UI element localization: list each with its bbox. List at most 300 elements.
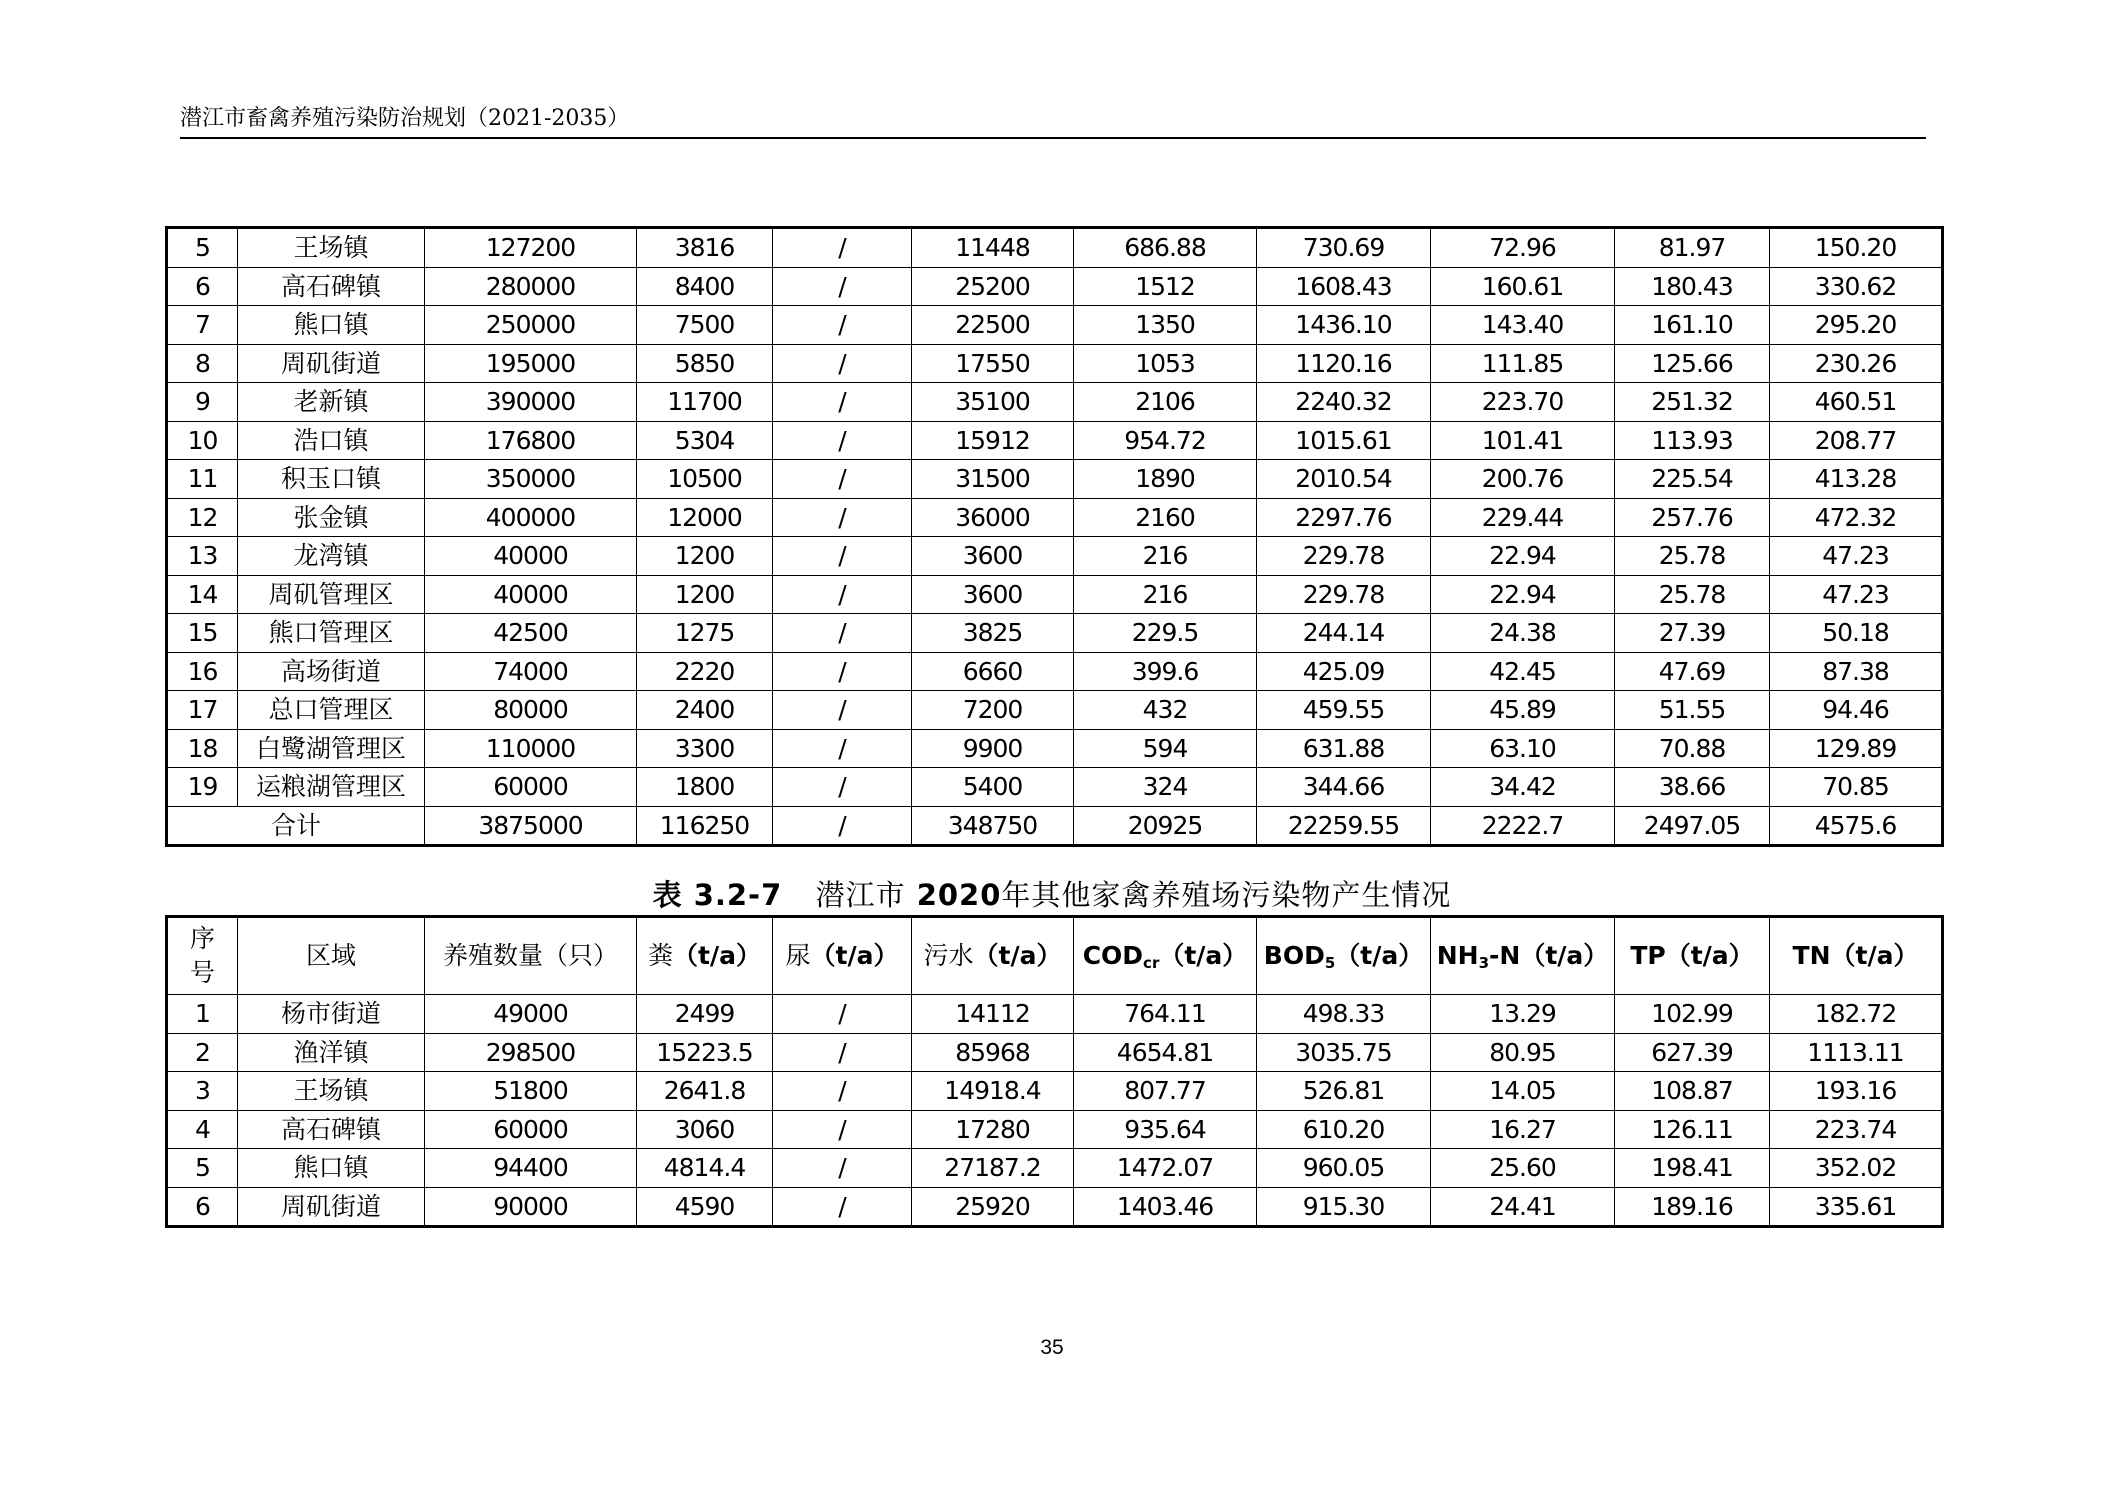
table-cell: 运粮湖管理区 [238,768,425,807]
table-cell: / [773,1187,912,1227]
table-cell: 周矶街道 [238,1187,425,1227]
table-cell: 31500 [912,460,1074,499]
table-cell: 16.27 [1431,1110,1615,1149]
table-cell: / [773,1033,912,1072]
table-cell: 10 [167,421,238,460]
table-cell: 3060 [637,1110,773,1149]
table-cell: 686.88 [1074,228,1257,268]
table-cell: / [773,498,912,537]
table-cell: 954.72 [1074,421,1257,460]
header-tn-unit: （t/a） [1830,941,1919,970]
header-bod-sub: 5 [1324,954,1336,972]
table-cell: 143.40 [1431,306,1615,345]
table-cell: 高场街道 [238,652,425,691]
table-cell: 74000 [425,652,637,691]
table-cell: 22.94 [1431,575,1615,614]
table-cell: 1015.61 [1257,421,1431,460]
table-cell: 225.54 [1615,460,1770,499]
table-cell: 25.78 [1615,537,1770,576]
table-cell: 298500 [425,1033,637,1072]
table-cell: 459.55 [1257,691,1431,730]
header-sewage-unit: （t/a） [973,941,1062,970]
table-cell: 1053 [1074,344,1257,383]
table-cell: 161.10 [1615,306,1770,345]
table-cell: / [773,383,912,422]
table-cell: 27.39 [1615,614,1770,653]
table-cell: 4590 [637,1187,773,1227]
table-cell: 2400 [637,691,773,730]
table-cell: 129.89 [1770,729,1943,768]
header-tn-label: TN [1792,941,1831,970]
table-cell: 116250 [637,806,773,846]
header-seq-line2: 号 [189,958,215,987]
table-cell: 7500 [637,306,773,345]
table-row [167,267,1943,306]
table-cell: 20925 [1074,806,1257,846]
table-cell: 1403.46 [1074,1187,1257,1227]
table-cell: 2497.05 [1615,806,1770,846]
table-cell: 1608.43 [1257,267,1431,306]
table-cell: 81.97 [1615,228,1770,268]
table-cell: 60000 [425,768,637,807]
table-cell: / [773,267,912,306]
header-seq-line1: 序 [189,924,215,953]
table-cell: 18 [167,729,238,768]
table-cell: 24.38 [1431,614,1615,653]
table-cell: 10500 [637,460,773,499]
table-cell: 189.16 [1615,1187,1770,1227]
table-cell: 25920 [912,1187,1074,1227]
header-area [238,917,425,995]
header-cod-label: COD [1082,941,1144,970]
table-cell: 1512 [1074,267,1257,306]
table-cell: 3600 [912,537,1074,576]
table-row [167,460,1943,499]
table-cell: 594 [1074,729,1257,768]
table-cell: 2220 [637,652,773,691]
table-cell: 9 [167,383,238,422]
table-cell: 80000 [425,691,637,730]
table-cell: 526.81 [1257,1072,1431,1111]
table-cell: 915.30 [1257,1187,1431,1227]
header-nh3-label-b: -N [1489,941,1521,970]
table-cell: 渔洋镇 [238,1033,425,1072]
table-cell: 高石碑镇 [238,267,425,306]
table-cell: 17280 [912,1110,1074,1149]
table-cell: 15912 [912,421,1074,460]
table-cell: 45.89 [1431,691,1615,730]
table-cell: / [773,1149,912,1188]
table-cell: 935.64 [1074,1110,1257,1149]
header-tn [1770,917,1943,995]
table-cell: 195000 [425,344,637,383]
other-poultry-pollution-table [165,915,1944,1228]
table-cell: 2240.32 [1257,383,1431,422]
table-cell: 3875000 [425,806,637,846]
table-cell: 9900 [912,729,1074,768]
header-seq [167,917,238,995]
table-row [167,652,1943,691]
table-cell: 125.66 [1615,344,1770,383]
table-cell: 399.6 [1074,652,1257,691]
table-cell: 4654.81 [1074,1033,1257,1072]
table-cell: 12000 [637,498,773,537]
table-cell: 老新镇 [238,383,425,422]
table-cell: 积玉口镇 [238,460,425,499]
table-cell: 熊口管理区 [238,614,425,653]
pollution-table-continued [165,226,1944,847]
table-cell: / [773,460,912,499]
table-row [167,1033,1943,1072]
table-cell: 8400 [637,267,773,306]
table-cell: 6660 [912,652,1074,691]
table-cell: 杨市街道 [238,995,425,1034]
table-cell: 229.44 [1431,498,1615,537]
table-cell: 27187.2 [912,1149,1074,1188]
table-cell: 11700 [637,383,773,422]
table-cell: 70.85 [1770,768,1943,807]
table-cell: 4814.4 [637,1149,773,1188]
header-cod-unit: （t/a） [1159,941,1248,970]
table-cell: 6 [167,267,238,306]
table-cell: 150.20 [1770,228,1943,268]
header-bod-unit: （t/a） [1335,941,1424,970]
header-cod [1074,917,1257,995]
table-cell: 330.62 [1770,267,1943,306]
table-cell: 12 [167,498,238,537]
table-cell: 70.88 [1615,729,1770,768]
table-cell: 257.76 [1615,498,1770,537]
table-cell: 251.32 [1615,383,1770,422]
table-cell: 3825 [912,614,1074,653]
header-nh3-sub: 3 [1478,954,1490,972]
table-cell: 熊口镇 [238,1149,425,1188]
header-count-label: 养殖数量（只） [442,941,618,970]
table-cell: 807.77 [1074,1072,1257,1111]
table-cell: 198.41 [1615,1149,1770,1188]
header-urine-unit: （t/a） [810,941,899,970]
table-cell: 126.11 [1615,1110,1770,1149]
table-cell: 60000 [425,1110,637,1149]
table-cell: 13.29 [1431,995,1615,1034]
table-cell: 94.46 [1770,691,1943,730]
table-cell: 1120.16 [1257,344,1431,383]
table-cell: 1800 [637,768,773,807]
table-cell: 250000 [425,306,637,345]
table-cell: 2297.76 [1257,498,1431,537]
table-cell: 40000 [425,537,637,576]
table-cell: 22.94 [1431,537,1615,576]
header-tp [1615,917,1770,995]
table-cell: / [773,1110,912,1149]
table-cell: 总口管理区 [238,691,425,730]
table-cell: 1890 [1074,460,1257,499]
table-cell: 浩口镇 [238,421,425,460]
table-row [167,498,1943,537]
table-cell: 王场镇 [238,228,425,268]
table-row [167,344,1943,383]
table-cell: 4575.6 [1770,806,1943,846]
table-cell: 160.61 [1431,267,1615,306]
table-cell: 19 [167,768,238,807]
table-cell: 102.99 [1615,995,1770,1034]
table-cell: 229.78 [1257,575,1431,614]
table-row [167,575,1943,614]
table-cell: 223.70 [1431,383,1615,422]
table-cell: 344.66 [1257,768,1431,807]
table-cell: 王场镇 [238,1072,425,1111]
table-cell: 730.69 [1257,228,1431,268]
table-cell: 龙湾镇 [238,537,425,576]
table-cell: 熊口镇 [238,306,425,345]
table-cell: 34.42 [1431,768,1615,807]
table-cell: 193.16 [1770,1072,1943,1111]
header-manure [637,917,773,995]
total-row [167,806,1943,846]
table-cell: 24.41 [1431,1187,1615,1227]
header-area-label: 区域 [305,941,356,970]
table-cell: 25.78 [1615,575,1770,614]
table-cell: 3300 [637,729,773,768]
table-cell: 35100 [912,383,1074,422]
header-urine [773,917,912,995]
table-cell: 72.96 [1431,228,1615,268]
table-cell: 14.05 [1431,1072,1615,1111]
table-row [167,768,1943,807]
table-cell: 1 [167,995,238,1034]
table-cell: 352.02 [1770,1149,1943,1188]
table-cell: 295.20 [1770,306,1943,345]
table-cell: / [773,806,912,846]
total-label: 合计 [167,806,425,846]
table-cell: 216 [1074,575,1257,614]
table-cell: 49000 [425,995,637,1034]
table-cell: 2010.54 [1257,460,1431,499]
table-cell: 180.43 [1615,267,1770,306]
table-cell: 16 [167,652,238,691]
table-cell: 白鹭湖管理区 [238,729,425,768]
table-cell: 94400 [425,1149,637,1188]
table-cell: 229.78 [1257,537,1431,576]
table-cell: 631.88 [1257,729,1431,768]
header-rule [180,137,1926,139]
table-cell: 223.74 [1770,1110,1943,1149]
header-nh3-label-a: NH [1436,941,1479,970]
table-cell: 22500 [912,306,1074,345]
table-cell: 42500 [425,614,637,653]
table-row [167,614,1943,653]
header-sewage-label: 污水 [923,941,974,970]
table-cell: 7200 [912,691,1074,730]
table-cell: 4 [167,1110,238,1149]
table-cell: 周矶管理区 [238,575,425,614]
header-tp-unit: （t/a） [1665,941,1754,970]
table-cell: 1436.10 [1257,306,1431,345]
table-cell: 764.11 [1074,995,1257,1034]
table-cell: 63.10 [1431,729,1615,768]
table-cell: 244.14 [1257,614,1431,653]
table-cell: 627.39 [1615,1033,1770,1072]
table-cell: 15223.5 [637,1033,773,1072]
table-cell: 36000 [912,498,1074,537]
table-cell: 127200 [425,228,637,268]
caption-city: 潜江市 [815,878,906,912]
table-cell: 25.60 [1431,1149,1615,1188]
table-row [167,1149,1943,1188]
table-cell: 432 [1074,691,1257,730]
table-cell: 101.41 [1431,421,1615,460]
table-cell: 2160 [1074,498,1257,537]
table-cell: 17 [167,691,238,730]
table-cell: 47.69 [1615,652,1770,691]
header-urine-label: 尿 [785,941,811,970]
table-cell: / [773,691,912,730]
table-row [167,421,1943,460]
table-cell: 15 [167,614,238,653]
table-cell: 38.66 [1615,768,1770,807]
table-row [167,729,1943,768]
table-cell: 2106 [1074,383,1257,422]
table-cell: 108.87 [1615,1072,1770,1111]
caption-rest: 年其他家禽养殖场污染物产生情况 [1001,878,1452,912]
table-cell: 11 [167,460,238,499]
table-row [167,306,1943,345]
table-cell: 90000 [425,1187,637,1227]
table-cell: / [773,652,912,691]
table-cell: 42.45 [1431,652,1615,691]
table-cell: 324 [1074,768,1257,807]
table-cell: 1200 [637,537,773,576]
table-cell: 182.72 [1770,995,1943,1034]
table-cell: 3600 [912,575,1074,614]
table-cell: 176800 [425,421,637,460]
table-cell: 200.76 [1431,460,1615,499]
table-cell: 335.61 [1770,1187,1943,1227]
table-cell: 472.32 [1770,498,1943,537]
table-cell: 47.23 [1770,575,1943,614]
header-count [425,917,637,995]
header-cod-sub: cr [1143,954,1160,972]
table-cell: 2641.8 [637,1072,773,1111]
table-cell: 80.95 [1431,1033,1615,1072]
caption-year: 2020 [916,878,1002,912]
header-sewage [912,917,1074,995]
table-cell: 14918.4 [912,1072,1074,1111]
table-cell: / [773,614,912,653]
table-cell: 2499 [637,995,773,1034]
table-cell: 960.05 [1257,1149,1431,1188]
table-cell: 425.09 [1257,652,1431,691]
table-cell: / [773,575,912,614]
table-row [167,1187,1943,1227]
header-tp-label: TP [1630,941,1666,970]
table-cell: 8 [167,344,238,383]
table-cell: / [773,995,912,1034]
table-cell: 张金镇 [238,498,425,537]
table-cell: 85968 [912,1033,1074,1072]
table-cell: 40000 [425,575,637,614]
table-cell: 208.77 [1770,421,1943,460]
table-cell: 350000 [425,460,637,499]
table-cell: / [773,1072,912,1111]
table-cell: / [773,306,912,345]
table-cell: 498.33 [1257,995,1431,1034]
table-cell: 51800 [425,1072,637,1111]
table-cell: 2222.7 [1431,806,1615,846]
table-cell: 400000 [425,498,637,537]
table-cell: 11448 [912,228,1074,268]
table-cell: 5304 [637,421,773,460]
table-cell: 5 [167,1149,238,1188]
table-cell: 5 [167,228,238,268]
table-row [167,383,1943,422]
header-bod-label: BOD [1263,941,1325,970]
table-cell: 3816 [637,228,773,268]
header-manure-label: 粪 [648,941,674,970]
table-cell: 229.5 [1074,614,1257,653]
table-cell: 230.26 [1770,344,1943,383]
table-cell: 5850 [637,344,773,383]
table-cell: 7 [167,306,238,345]
table-cell: 13 [167,537,238,576]
table-row [167,691,1943,730]
table-cell: 87.38 [1770,652,1943,691]
table-cell: 1350 [1074,306,1257,345]
table-caption [0,875,2104,915]
table-cell: 1275 [637,614,773,653]
table-cell: 1113.11 [1770,1033,1943,1072]
table-cell: 413.28 [1770,460,1943,499]
table-cell: 111.85 [1431,344,1615,383]
table-row [167,1110,1943,1149]
header-manure-unit: （t/a） [673,941,761,970]
page-number: 35 [1040,1336,1064,1359]
table-row [167,1072,1943,1111]
table-header-row [167,917,1943,995]
table-cell: 280000 [425,267,637,306]
table-cell: 25200 [912,267,1074,306]
header-nh3-unit: （t/a） [1520,941,1609,970]
table-cell: 216 [1074,537,1257,576]
pollution-table-continued-body [167,228,1943,846]
table-row [167,228,1943,268]
table-cell: 3 [167,1072,238,1111]
table-cell: 113.93 [1615,421,1770,460]
table-cell: 348750 [912,806,1074,846]
table-cell: 6 [167,1187,238,1227]
table-cell: 17550 [912,344,1074,383]
table-cell: 高石碑镇 [238,1110,425,1149]
table-cell: 47.23 [1770,537,1943,576]
table-cell: 5400 [912,768,1074,807]
table-cell: / [773,344,912,383]
other-poultry-pollution-table-body [167,995,1943,1227]
table-row [167,995,1943,1034]
table-cell: / [773,768,912,807]
caption-prefix: 表 [652,878,683,912]
table-row [167,537,1943,576]
table-cell: 1200 [637,575,773,614]
table-cell: 1472.07 [1074,1149,1257,1188]
table-cell: 460.51 [1770,383,1943,422]
table-cell: 3035.75 [1257,1033,1431,1072]
caption-number: 3.2-7 [693,878,783,912]
table-cell: 110000 [425,729,637,768]
table-cell: 610.20 [1257,1110,1431,1149]
header-bod [1257,917,1431,995]
table-cell: 14 [167,575,238,614]
table-cell: / [773,537,912,576]
